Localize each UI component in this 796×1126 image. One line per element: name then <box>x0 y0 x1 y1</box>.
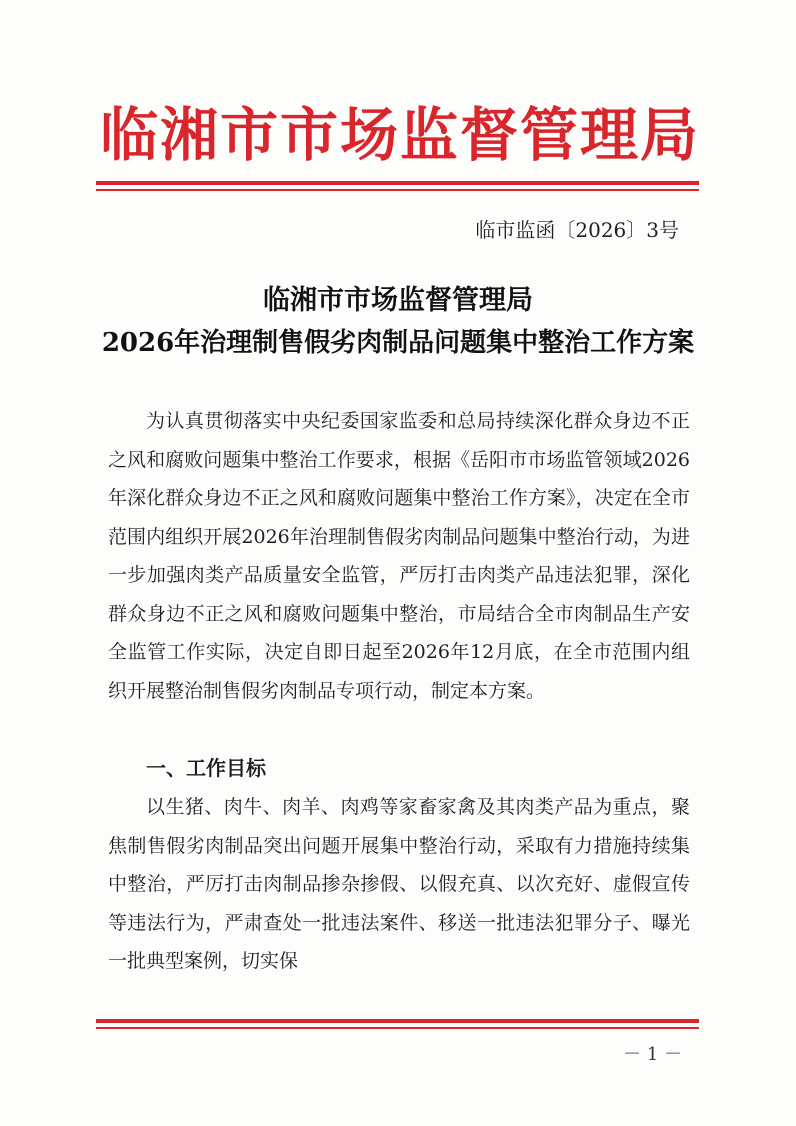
document-title-line-1: 临湘市市场监督管理局 <box>263 285 533 316</box>
footer-red-rule <box>96 1019 699 1029</box>
rule-thin-line <box>96 1027 699 1029</box>
page-number: － 1 － <box>623 1044 682 1065</box>
intro-paragraph: 为认真贯彻落实中央纪委国家监委和总局持续深化群众身边不正之风和腐败问题集中整治工作要求，根据《岳阳市市场监管领域2026年深化群众身边不正之风和腐败问题集中整治工作方案》，决定在全市范围内组织开展2026年治理制售假劣肉制品问题集中整治行动，为进一步加强肉类产品质量安全监管，严厉打击肉类产品违法犯罪，深化群众身边不正之风和腐败问题集中整治，市局结合全市肉制品生产安全监管工作实际，决定自即日起至2026年12月底，在全市范围内组织开展整治制售假劣肉制品专项行动，制定本方案。 <box>108 410 690 702</box>
letterhead-red-rule <box>96 181 699 191</box>
document-number: 临市监函〔2026〕3号 <box>475 218 679 242</box>
rule-thin-line <box>96 189 699 191</box>
rule-thick-line <box>96 181 699 185</box>
section-paragraph-work-goals: 以生猪、肉牛、肉羊、肉鸡等家畜家禽及其肉类产品为重点，聚焦制售假劣肉制品突出问题开展集中整治行动，采取有力措施持续集中整治，严厉打击肉制品掺杂掺假、以假充真、以次充好、虚假宣传等违法行为，严肃查处一批违法案件、移送一批违法犯罪分子、曝光一批典型案例，切实保 <box>108 796 690 972</box>
section-heading-work-goals: 一、工作目标 <box>146 756 266 780</box>
letterhead-agency-name: 临湘市市场监督管理局 <box>100 101 701 169</box>
document-title-line-2: 2026年治理制售假劣肉制品问题集中整治工作方案 <box>101 328 695 358</box>
rule-thick-line <box>96 1019 699 1023</box>
